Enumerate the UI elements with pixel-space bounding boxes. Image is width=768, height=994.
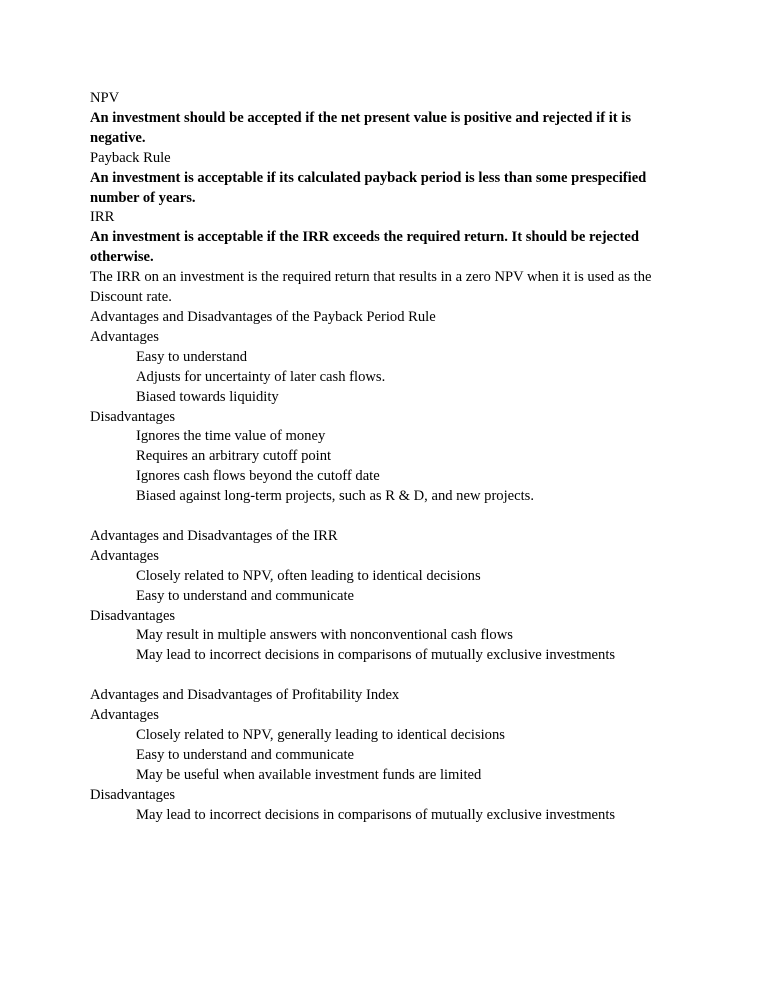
irr-rule: An investment is acceptable if the IRR exceeds the required return. It should be rejected otherwise. [90,229,639,266]
advantage-item: Closely related to NPV, generally leading to identical decisions [136,726,505,743]
disadvantages-label: Disadvantages [90,408,176,425]
section-title: Advantages and Disadvantages of the Payback Period Rule [90,308,436,325]
disadvantage-item: May result in multiple answers with nonconventional cash flows [136,627,513,644]
disadvantages-label: Disadvantages [90,786,176,803]
advantages-label: Advantages [90,707,159,724]
disadvantage-item: Biased against long-term projects, such as R & D, and new projects. [136,488,534,505]
disadvantage-item: Ignores the time value of money [136,428,326,445]
pi-pros-cons-section [90,686,690,825]
advantages-label: Advantages [90,547,159,564]
npv-heading: NPV [90,90,120,106]
disadvantage-item: Requires an arbitrary cutoff point [136,448,332,465]
advantage-item: Easy to understand [136,348,248,365]
advantages-label: Advantages [90,328,159,345]
advantage-item: Easy to understand and communicate [136,746,355,763]
disadvantages-label: Disadvantages [90,607,176,624]
irr-heading: IRR [90,209,115,226]
advantage-item: Adjusts for uncertainty of later cash flows. [136,368,386,385]
blank-line [90,666,690,686]
disadvantage-item: Ignores cash flows beyond the cutoff date [136,468,380,485]
payback-pros-cons-section [90,308,690,507]
advantage-item: Biased towards liquidity [136,388,279,405]
irr-pros-cons-section [90,527,690,666]
advantage-item: Easy to understand and communicate [136,587,355,604]
advantage-item: May be useful when available investment funds are limited [136,766,482,783]
irr-definition: The IRR on an investment is the required return that results in a zero NPV when it is used as the Discount rate. [90,269,652,306]
blank-line [90,507,690,527]
advantage-item: Closely related to NPV, often leading to identical decisions [136,567,481,584]
section-title: Advantages and Disadvantages of Profitability Index [90,687,400,704]
disadvantage-item: May lead to incorrect decisions in comparisons of mutually exclusive investments [136,647,616,664]
document-page [90,89,690,826]
disadvantage-item: May lead to incorrect decisions in comparisons of mutually exclusive investments [136,806,616,823]
section-title: Advantages and Disadvantages of the IRR [90,527,338,544]
payback-rule: An investment is acceptable if its calculated payback period is less than some prespecified number of years. [90,169,647,206]
payback-heading: Payback Rule [90,149,171,166]
npv-rule: An investment should be accepted if the net present value is positive and rejected if it is negative. [90,109,632,146]
